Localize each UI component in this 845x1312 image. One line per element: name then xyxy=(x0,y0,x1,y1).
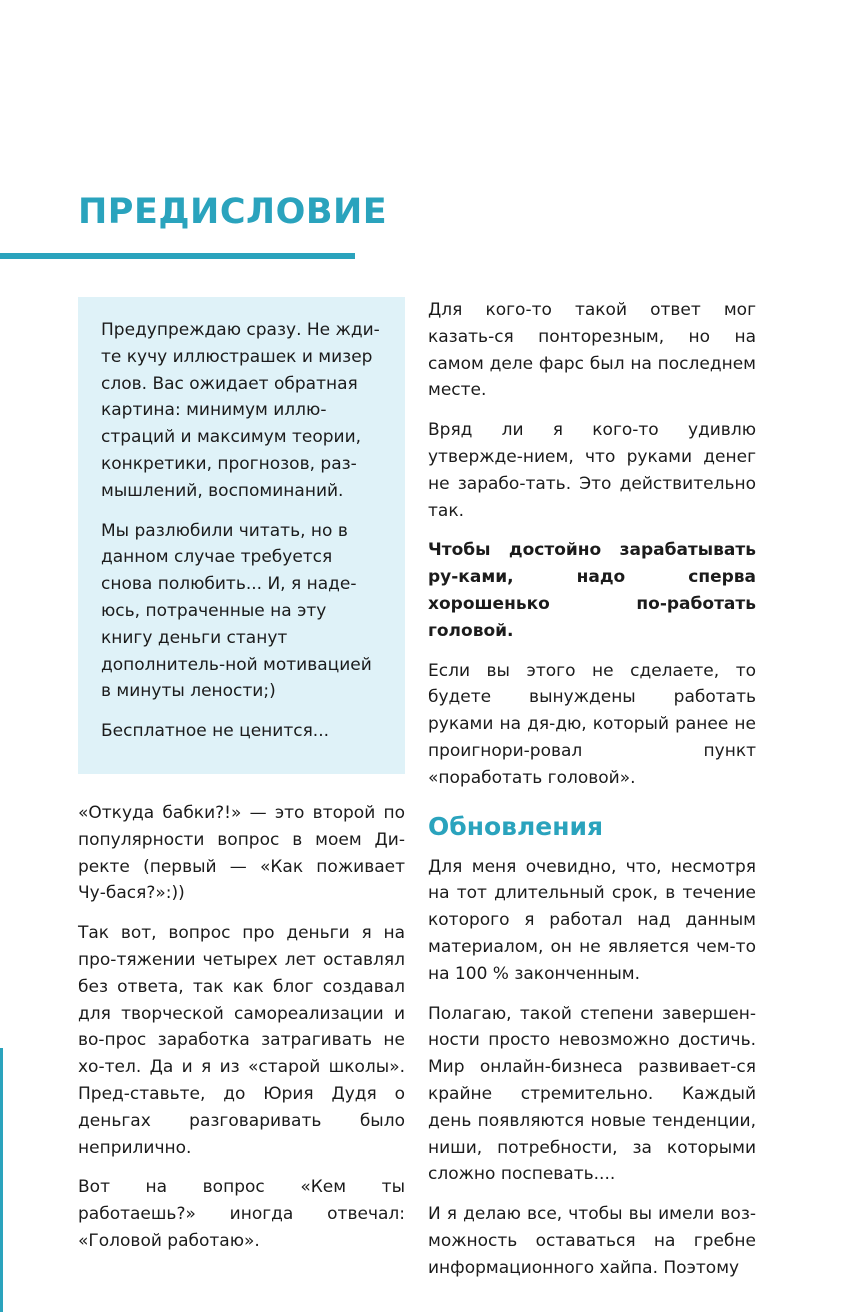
chapter-title: ПРЕДИСЛОВИЕ xyxy=(78,192,388,232)
margin-accent-bar xyxy=(0,1048,3,1312)
body-paragraph: Для меня очевидно, что, несмотря на тот длительный срок, в течение которого я работал над данным материалом, он не является чем-то на 100 % законченным. xyxy=(428,856,756,984)
body-paragraph: И я делаю все, чтобы вы имели воз-можность оставаться на гребне информационного хайпа. Поэтому xyxy=(428,1204,756,1278)
body-paragraph: Для кого-то такой ответ мог казать-ся понторезным, но на самом деле фарс был на последнем месте. xyxy=(428,300,756,401)
right-column xyxy=(428,297,756,1295)
body-paragraph: Так вот, вопрос про деньги я на про-тяжении четырех лет оставлял без ответа, так как блог создавал для творческой самореализации и во-прос заработка затрагивать не хо-тел. Да и я из «старой школы». Пред-ставьте, до Юрия Дудя о деньгах разговаривать было неприлично. xyxy=(78,923,405,1158)
callout-paragraph: Предупреждаю сразу. Не жди-те кучу иллюстрашек и мизер слов. Вас ожидает обратная картина: минимум иллю-страций и максимум теории, конкретики, прогнозов, раз-мышлений, воспоминаний. xyxy=(101,320,380,501)
title-underline xyxy=(0,253,355,259)
body-paragraph: Если вы этого не сделаете, то будете вынуждены работать руками на дя-дю, который ранее не проигнори-ровал пункт «поработать головой». xyxy=(428,660,756,788)
callout-paragraph: Мы разлюбили читать, но в данном случае требуется снова полюбить... И, я наде-юсь, потраченные на эту книгу деньги станут дополнитель-ной мотивацией в минуты лености;) xyxy=(101,520,372,702)
callout-box xyxy=(78,297,405,774)
body-paragraph: Вот на вопрос «Кем ты работаешь?» иногда отвечал: «Головой работаю». xyxy=(78,1177,405,1251)
section-heading: Обновления xyxy=(428,811,604,841)
left-column xyxy=(78,297,405,1268)
body-paragraph: Полагаю, такой степени завершен-ности просто невозможно достичь. Мир онлайн-бизнеса развивает-ся крайне стремительно. Каждый день появляются новые тенденции, ниши, потребности, за которыми сложно поспевать.... xyxy=(428,1003,756,1185)
emphasis-paragraph: Чтобы достойно зарабатывать ру-ками, надо сперва хорошенько по-работать головой. xyxy=(428,540,756,641)
body-paragraph: «Откуда бабки?!» — это второй по популярности вопрос в моем Ди-ректе (первый — «Как поживает Чу-бася?»:)) xyxy=(78,802,405,904)
body-paragraph: Вряд ли я кого-то удивлю утвержде-нием, что руками денег не зарабо-тать. Это действительно так. xyxy=(428,420,756,521)
callout-paragraph: Бесплатное не ценится... xyxy=(101,721,330,742)
